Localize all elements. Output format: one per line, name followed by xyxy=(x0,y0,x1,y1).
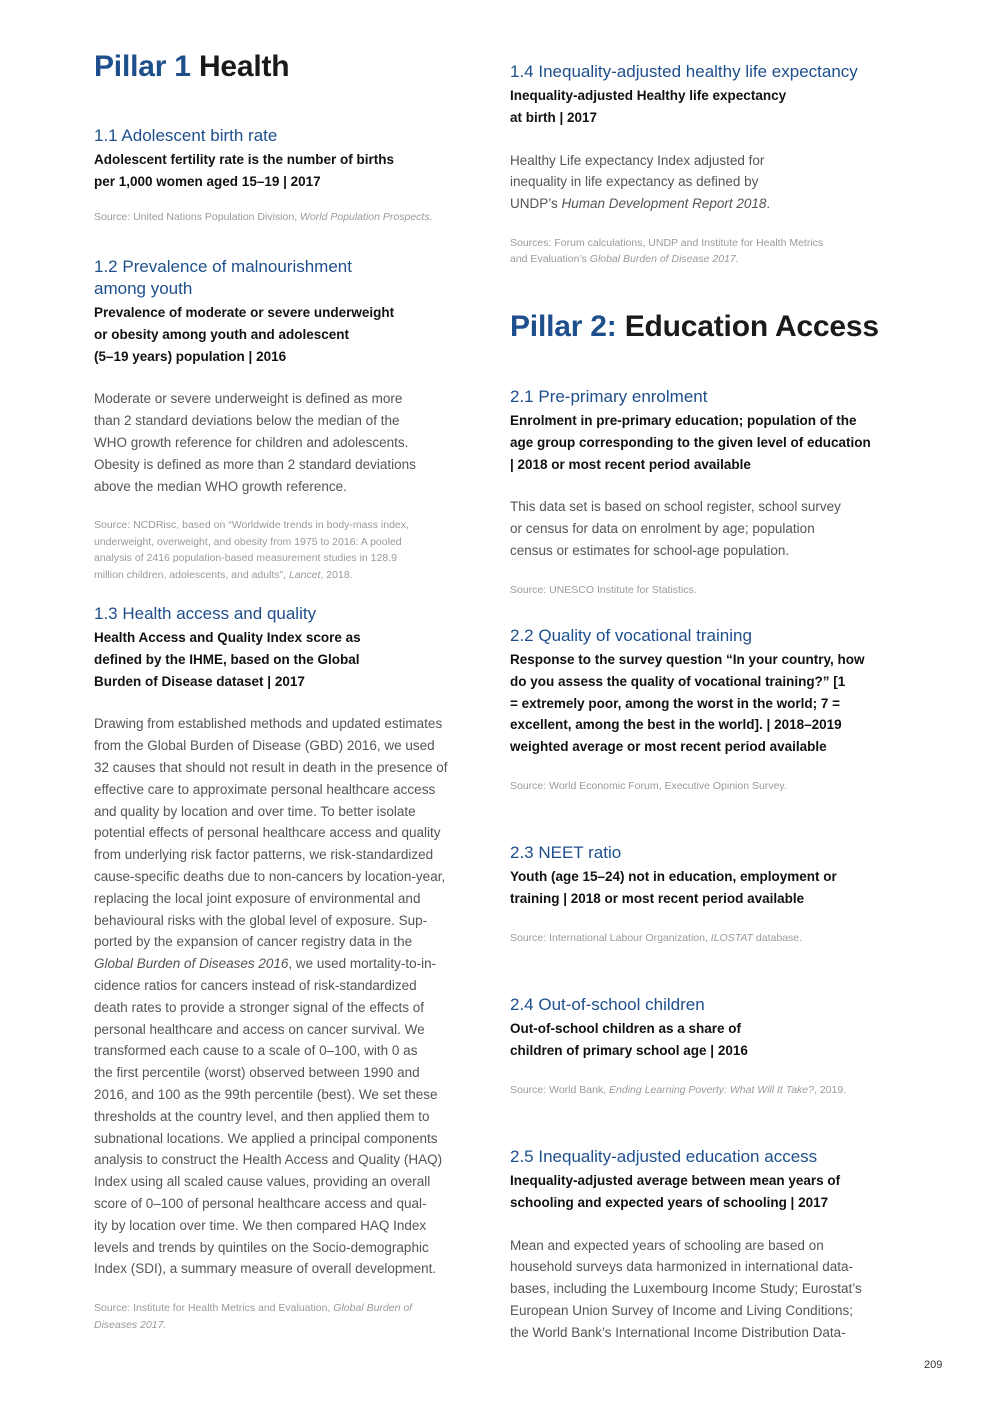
source-text: , 2019. xyxy=(814,1083,847,1096)
source-line xyxy=(94,567,486,584)
section-2-2 xyxy=(510,625,902,794)
page-number: 209 xyxy=(924,1359,943,1371)
definition-line: Prevalence of moderate or severe underweight xyxy=(94,305,395,320)
section-body xyxy=(510,1235,902,1344)
body-line: thresholds at the country level, and then applied them to xyxy=(94,1108,430,1124)
body-line: levels and trends by quintiles on the Socio-demographic xyxy=(94,1239,429,1255)
body-line: ported by the expansion of cancer registry data in the xyxy=(94,934,413,950)
source-text: database. xyxy=(753,931,803,944)
section-2-3 xyxy=(510,842,902,946)
body-line: transformed each cause to a scale of 0–100, with 0 as xyxy=(94,1043,418,1059)
source-line xyxy=(510,251,902,268)
body-line: Index using all scaled cause values, providing an overall xyxy=(94,1174,431,1190)
body-line: 2016, and 100 as the 99th percentile (best). We set these xyxy=(94,1086,438,1102)
body-line: census or estimates for school-age population. xyxy=(510,542,790,558)
section-source xyxy=(94,209,486,226)
body-line: 32 causes that should not result in death in the presence of xyxy=(94,759,448,775)
source-line xyxy=(94,1300,486,1317)
pillar-2-label: Pillar 2: xyxy=(510,310,617,343)
section-title: 2.2 Quality of vocational training xyxy=(510,626,752,645)
definition-line: children of primary school age | 2016 xyxy=(510,1042,748,1058)
body-line: cidence ratios for cancers instead of risk-standardized xyxy=(94,977,417,993)
section-definition xyxy=(94,627,486,692)
body-line: death rates to provide a stronger signal of the effects of xyxy=(94,999,424,1015)
source-text: Source: United Nations Population Division, xyxy=(94,210,301,223)
body-line: score of 0–100 of personal healthcare access and qual- xyxy=(94,1195,427,1211)
body-line: subnational locations. We applied a principal components xyxy=(94,1130,438,1146)
source-line xyxy=(94,1317,486,1334)
source-line: underweight, overweight, and obesity from 1975 to 2016: A pooled xyxy=(94,535,402,548)
body-line: ity by location over time. We then compared HAQ Index xyxy=(94,1217,427,1233)
definition-line: weighted average or most recent period available xyxy=(510,739,827,755)
definition-line: Out-of-school children as a share of xyxy=(510,1021,742,1036)
body-line: from underlying risk factor patterns, we risk-standardized xyxy=(94,847,434,863)
definition-line: Burden of Disease dataset | 2017 xyxy=(94,673,305,689)
section-title: 1.4 Inequality-adjusted healthy life expectancy xyxy=(510,62,858,81)
section-definition xyxy=(510,649,902,758)
section-source xyxy=(510,1082,902,1099)
section-title: 2.1 Pre-primary enrolment xyxy=(510,387,708,406)
body-line: European Union Survey of Income and Living Conditions; xyxy=(510,1302,853,1318)
body-text: , we used mortality-to-in- xyxy=(288,956,437,972)
body-line: than 2 standard deviations below the median of the xyxy=(94,413,400,429)
body-line: or census for data on enrolment by age; population xyxy=(510,521,815,537)
section-source xyxy=(510,235,902,268)
section-1-1 xyxy=(94,125,486,225)
definition-line: | 2018 or most recent period available xyxy=(510,456,751,472)
section-1-2 xyxy=(94,256,486,583)
body-line: from the Global Burden of Disease (GBD) 2016, we used xyxy=(94,738,435,754)
section-title: 2.4 Out-of-school children xyxy=(510,995,705,1014)
pillar-2-name: Education Access xyxy=(624,310,879,343)
source-title: Global Burden of xyxy=(333,1302,413,1315)
source-text: , 2018. xyxy=(320,568,353,581)
definition-line: age group corresponding to the given level of education xyxy=(510,434,871,450)
section-body xyxy=(510,150,902,215)
section-definition xyxy=(510,85,902,129)
body-line: Obesity is defined as more than 2 standard deviations xyxy=(94,456,416,472)
section-1-3 xyxy=(94,603,486,1333)
section-body xyxy=(94,713,486,1280)
definition-line: or obesity among youth and adolescent xyxy=(94,326,350,342)
source-line: analysis of 2416 population-based measurement studies in 128.9 xyxy=(94,552,397,565)
body-text: UNDP’s xyxy=(510,196,562,212)
definition-line: at birth | 2017 xyxy=(510,109,598,125)
source-text: Source: International Labour Organization, xyxy=(510,931,711,944)
source-text: Source: UNESCO Institute for Statistics. xyxy=(510,583,697,596)
source-text: and Evaluation’s xyxy=(510,253,590,266)
source-line: Sources: Forum calculations, UNDP and Institute for Health Metrics xyxy=(510,236,824,249)
section-source xyxy=(510,778,902,795)
body-line: bases, including the Luxembourg Income Study; Eurostat’s xyxy=(510,1281,862,1297)
body-line: Mean and expected years of schooling are based on xyxy=(510,1237,824,1253)
source-text: Source: World Economic Forum, Executive Opinion Survey. xyxy=(510,779,787,792)
body-line: effective care to approximate personal healthcare access xyxy=(94,781,436,797)
source-text: million children, adolescents, and adults”, xyxy=(94,568,289,581)
section-title: 2.3 NEET ratio xyxy=(510,843,622,862)
definition-line: (5–19 years) population | 2016 xyxy=(94,348,287,364)
body-line: personal healthcare and access on cancer survival. We xyxy=(94,1021,425,1037)
body-line: analysis to construct the Health Access and Quality (HAQ) xyxy=(94,1152,443,1168)
source-title: Lancet xyxy=(288,568,321,581)
section-definition xyxy=(94,302,486,367)
section-title: 1.3 Health access and quality xyxy=(94,604,317,623)
definition-line: do you assess the quality of vocational training?” [1 xyxy=(510,673,846,689)
body-line: This data set is based on school register, school survey xyxy=(510,499,841,515)
body-line: cause-specific deaths due to non-cancers by location-year, xyxy=(94,868,446,884)
section-2-4 xyxy=(510,994,902,1098)
pillar-2-title xyxy=(510,310,879,344)
body-title: Human Development Report 2018 xyxy=(561,196,767,212)
pillar-1-label: Pillar 1 xyxy=(94,50,191,83)
section-source xyxy=(510,582,902,599)
section-definition xyxy=(94,149,486,193)
definition-line: per 1,000 women aged 15–19 | 2017 xyxy=(94,173,321,189)
section-source xyxy=(94,517,486,583)
body-line: behavioural risks with the global level of exposure. Sup- xyxy=(94,912,428,928)
definition-line: training | 2018 or most recent period available xyxy=(510,890,805,906)
section-2-5 xyxy=(510,1146,902,1344)
definition-line: Adolescent fertility rate is the number of births xyxy=(94,152,395,167)
body-line: household surveys data harmonized in international data- xyxy=(510,1259,853,1275)
definition-line: excellent, among the best in the world]. | 2018–2019 xyxy=(510,717,842,733)
definition-line: Youth (age 15–24) not in education, employment or xyxy=(510,869,837,884)
body-line: Healthy Life expectancy Index adjusted for xyxy=(510,152,765,168)
body-line: inequality in life expectancy as defined by xyxy=(510,174,759,190)
body-line: Index (SDI), a summary measure of overall development. xyxy=(94,1261,437,1277)
body-line: Drawing from established methods and updated estimates xyxy=(94,716,443,732)
section-source xyxy=(94,1300,486,1333)
title-line: 1.2 Prevalence of malnourishment xyxy=(94,257,352,276)
source-title: Global Burden of Disease 2017. xyxy=(589,253,739,266)
body-line: the first percentile (worst) observed between 1990 and xyxy=(94,1065,420,1081)
body-title: Global Burden of Diseases 2016 xyxy=(94,956,289,972)
body-line xyxy=(510,193,902,215)
section-source xyxy=(510,930,902,947)
definition-line: defined by the IHME, based on the Global xyxy=(94,651,360,667)
body-line: the World Bank’s International Income Distribution Data- xyxy=(510,1324,846,1340)
section-definition xyxy=(510,1170,902,1214)
body-line xyxy=(94,953,486,975)
body-line: WHO growth reference for children and adolescents. xyxy=(94,434,409,450)
section-definition xyxy=(510,410,902,475)
section-definition xyxy=(510,1018,902,1062)
definition-line: Inequality-adjusted Healthy life expectancy xyxy=(510,88,787,103)
definition-line: Health Access and Quality Index score as xyxy=(94,630,361,645)
body-line: above the median WHO growth reference. xyxy=(94,478,347,494)
section-1-4 xyxy=(510,61,902,268)
definition-line: schooling and expected years of schooling | 2017 xyxy=(510,1194,829,1210)
section-title: 1.1 Adolescent birth rate xyxy=(94,126,278,145)
pillar-1-title xyxy=(94,50,289,84)
body-line: Moderate or severe underweight is defined as more xyxy=(94,391,403,407)
source-title: World Population Prospects. xyxy=(300,210,433,223)
definition-line: Inequality-adjusted average between mean years of xyxy=(510,1173,841,1188)
section-2-1 xyxy=(510,386,902,598)
section-definition xyxy=(510,866,902,910)
body-text: . xyxy=(766,196,771,212)
section-body xyxy=(510,496,902,561)
source-title: ILOSTAT xyxy=(710,931,753,944)
source-text: Source: Institute for Health Metrics and Evaluation, xyxy=(94,1302,334,1315)
source-title: Diseases 2017. xyxy=(94,1318,167,1331)
source-text: Source: World Bank, xyxy=(510,1083,610,1096)
pillar-1-name: Health xyxy=(198,50,290,83)
title-line: among youth xyxy=(94,279,193,298)
body-line: replacing the local joint exposure of environmental and xyxy=(94,890,421,906)
definition-line: Enrolment in pre-primary education; population of the xyxy=(510,413,857,428)
section-body xyxy=(94,388,486,497)
body-line: potential effects of personal healthcare access and quality xyxy=(94,825,441,841)
source-title: Ending Learning Poverty: What Will It Take? xyxy=(609,1083,814,1096)
source-line: Source: NCDRisc, based on “Worldwide trends in body-mass index, xyxy=(94,519,409,532)
section-title xyxy=(94,256,486,300)
body-line: and quality by location and over time. To better isolate xyxy=(94,803,416,819)
section-title: 2.5 Inequality-adjusted education access xyxy=(510,1147,818,1166)
definition-line: = extremely poor, among the worst in the world; 7 = xyxy=(510,695,841,711)
definition-line: Response to the survey question “In your country, how xyxy=(510,652,865,667)
